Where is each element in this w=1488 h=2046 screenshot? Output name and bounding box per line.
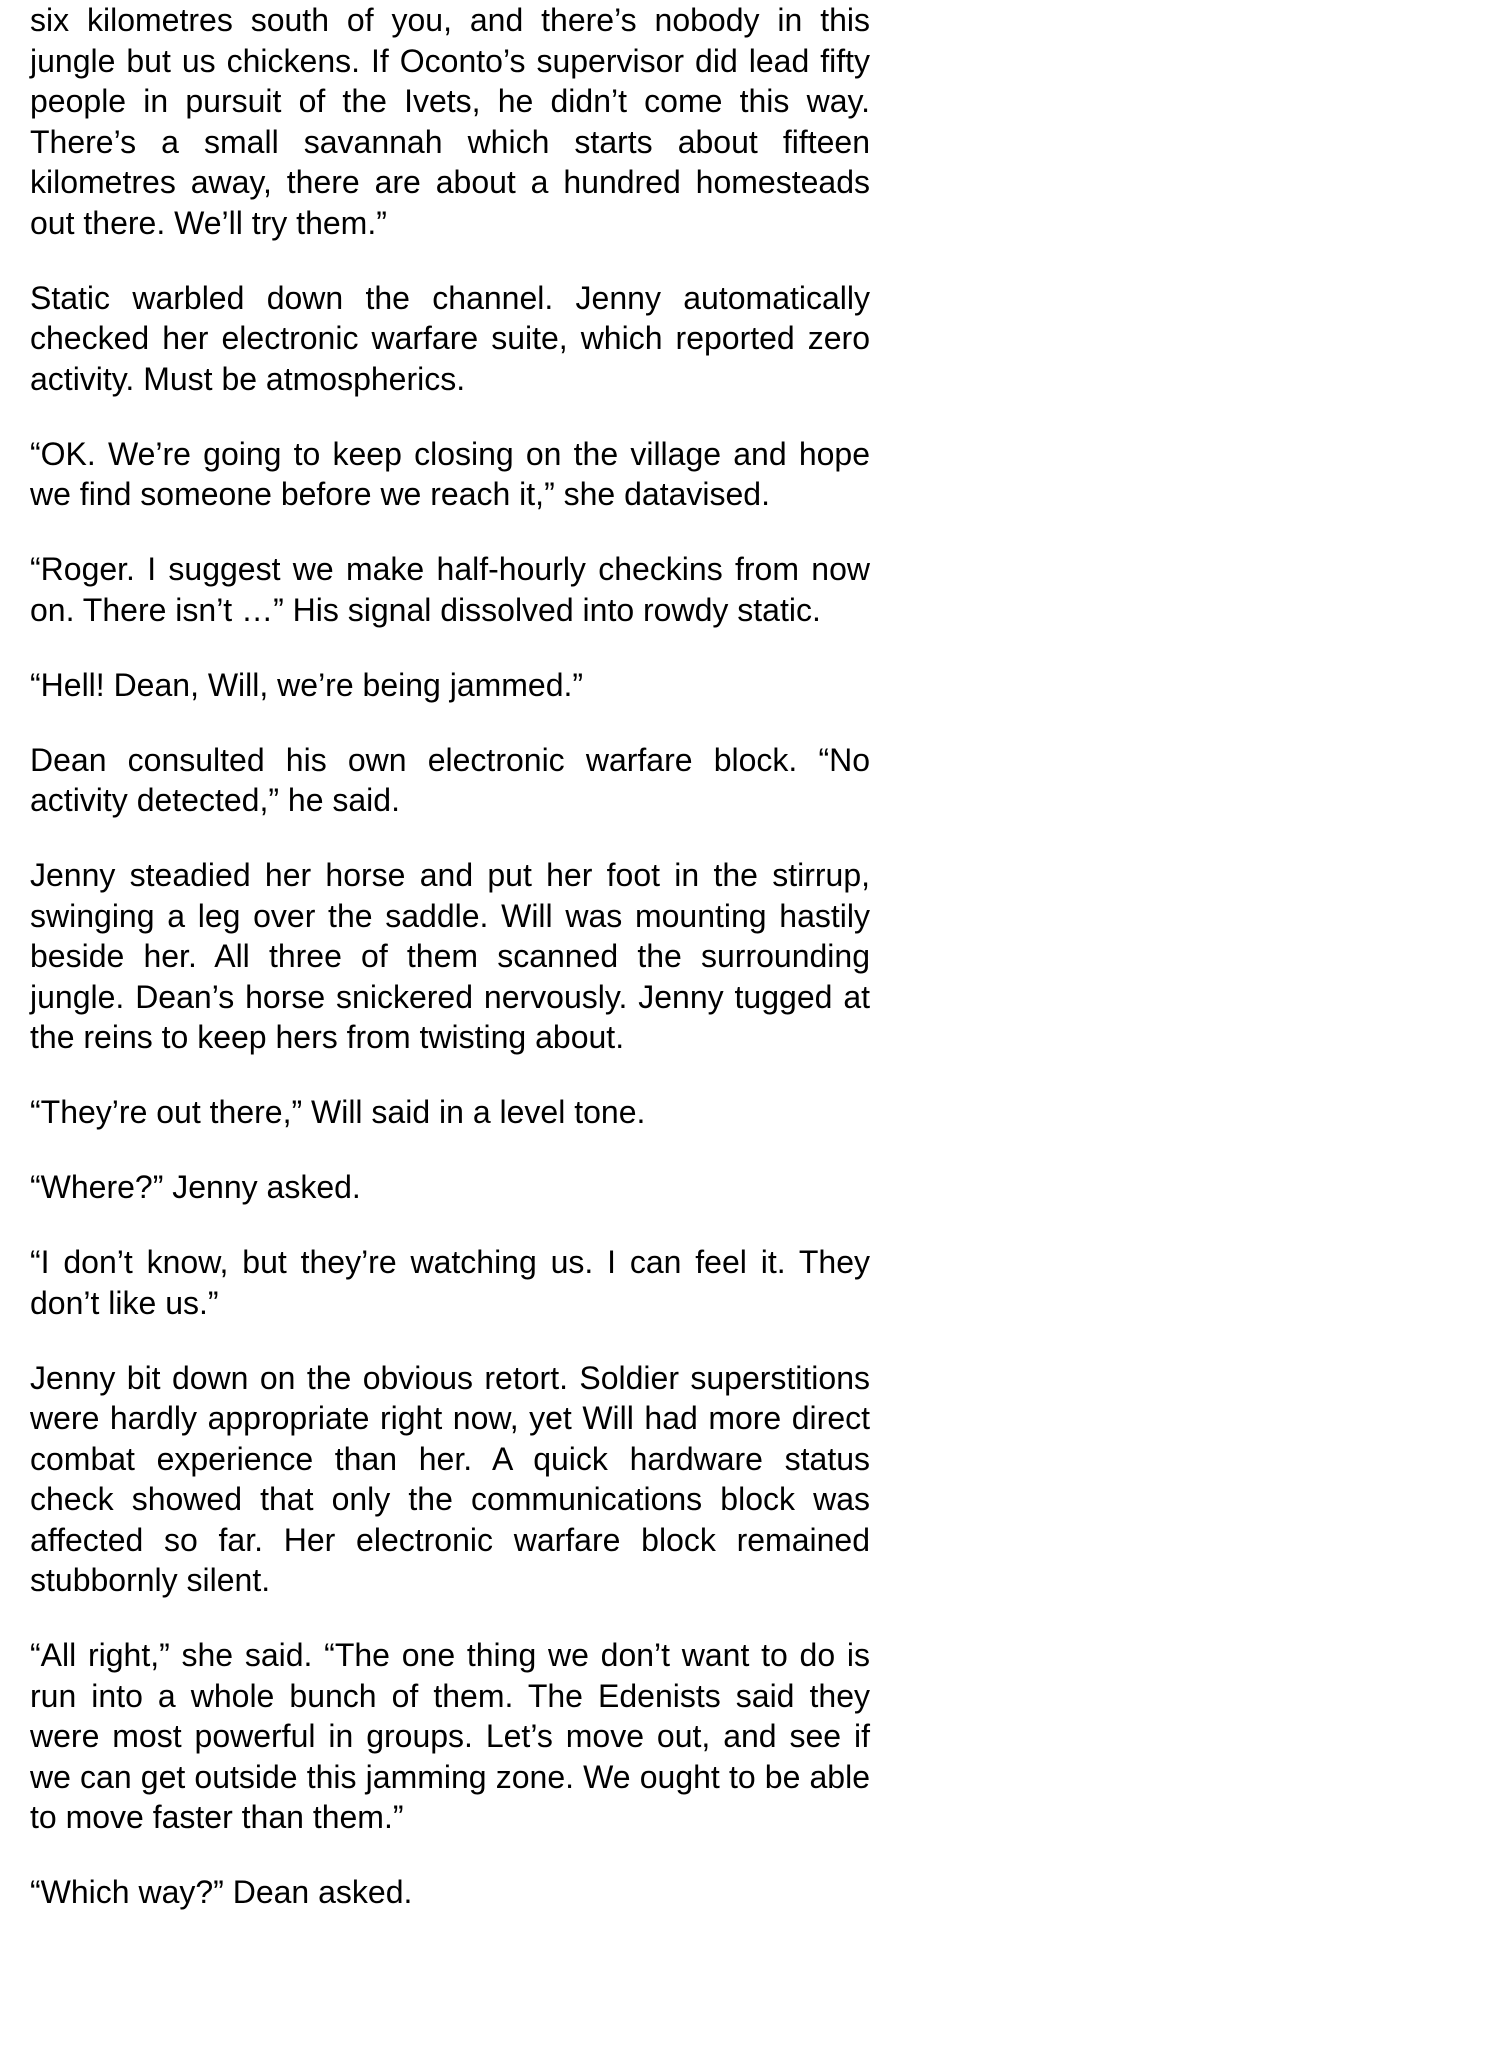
page-text <box>30 0 870 1947</box>
paragraph-6: Dean consulted his own electronic warfare block. “No activity detected,” he said. <box>30 741 870 818</box>
paragraph-5: “Hell! Dean, Will, we’re being jammed.” <box>30 666 584 703</box>
paragraph-1: six kilometres south of you, and there’s nobody in this jungle but us chickens. If Oconto’s supervisor did lead fifty people in pursuit of the Ivets, he didn’t come this way. There’s a small savannah which starts about fifteen kilometres away, there are about a hundred homesteads out there. We’ll try them.” <box>30 2 870 241</box>
paragraph-12: “All right,” she said. “The one thing we don’t want to do is run into a whole bunch of them. The Edenists said they were most powerful in groups. Let’s move out, and see if we can get outside this jamming zone. We ought to be able to move faster than them.” <box>30 1637 870 1835</box>
paragraph-3: “OK. We’re going to keep closing on the village and hope we find someone before we reach it,” she datavised. <box>30 435 870 512</box>
paragraph-4: “Roger. I suggest we make half-hourly checkins from now on. There isn’t …” His signal dissolved into rowdy static. <box>30 551 870 628</box>
paragraph-10: “I don’t know, but they’re watching us. I can feel it. They don’t like us.” <box>30 1244 870 1321</box>
paragraph-8: “They’re out there,” Will said in a level tone. <box>30 1094 646 1130</box>
paragraph-9: “Where?” Jenny asked. <box>30 1169 361 1205</box>
paragraph-7: Jenny steadied her horse and put her foot in the stirrup, swinging a leg over the saddle. Will was mounting hastily beside her. All three of them scanned the surrounding jungle. Dean’s horse snickered nervously. Jenny tugged at the reins to keep hers from twisting about. <box>30 857 870 1055</box>
paragraph-11: Jenny bit down on the obvious retort. Soldier superstitions were hardly appropriate right now, yet Will had more direct combat experience than her. A quick hardware status check showed that only the communications block was affected so far. Her electronic warfare block remained stubbornly silent. <box>30 1359 870 1598</box>
paragraph-2: Static warbled down the channel. Jenny automatically checked her electronic warfare suite, which reported zero activity. Must be atmospherics. <box>30 279 870 397</box>
paragraph-13: “Which way?” Dean asked. <box>30 1874 413 1910</box>
